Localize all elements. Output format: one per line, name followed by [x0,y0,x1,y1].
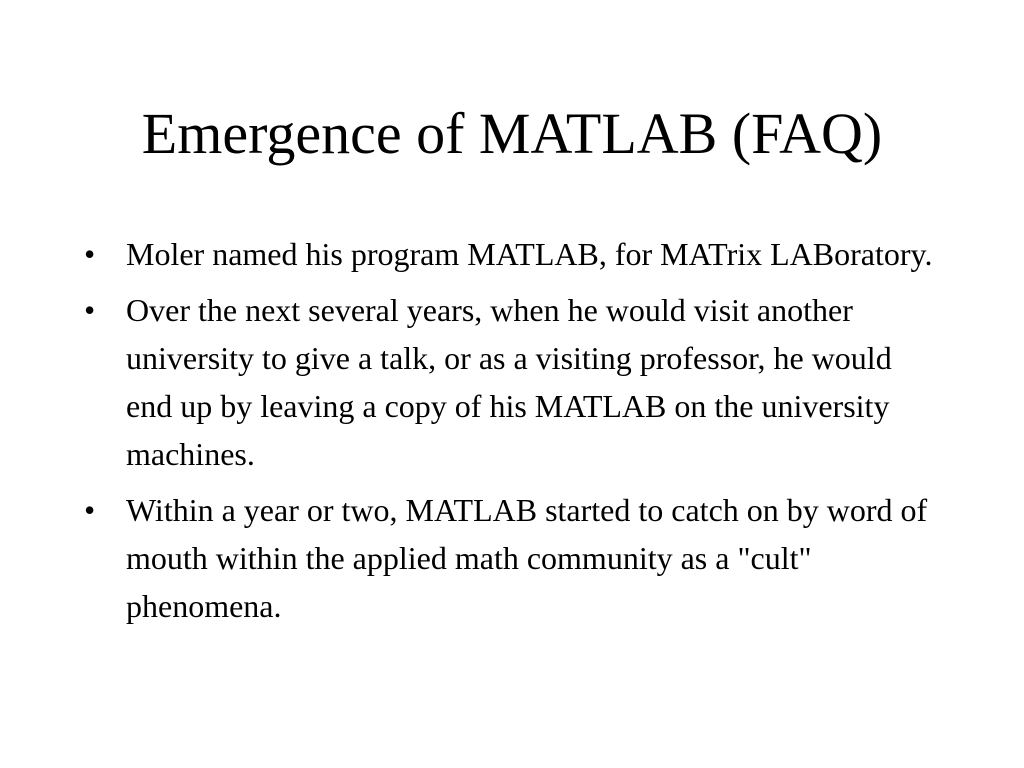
bullet-text: Moler named his program MATLAB, for MATrix LABoratory. [126,236,933,272]
bullet-item [84,230,944,278]
bullet-item [84,286,944,478]
bullet-text: Over the next several years, when he would visit another university to give a talk, or as a visiting professor, he would end up by leaving a copy of his MATLAB on the university machines. [126,292,892,472]
bullet-list [84,230,944,638]
bullet-text: Within a year or two, MATLAB started to catch on by word of mouth within the applied math community as a "cult" phenomena. [126,492,928,624]
bullet-icon: • [84,292,96,328]
bullet-item [84,486,944,630]
bullet-icon: • [84,492,96,528]
bullet-icon: • [84,236,96,272]
slide-title: Emergence of MATLAB (FAQ) [141,101,883,166]
